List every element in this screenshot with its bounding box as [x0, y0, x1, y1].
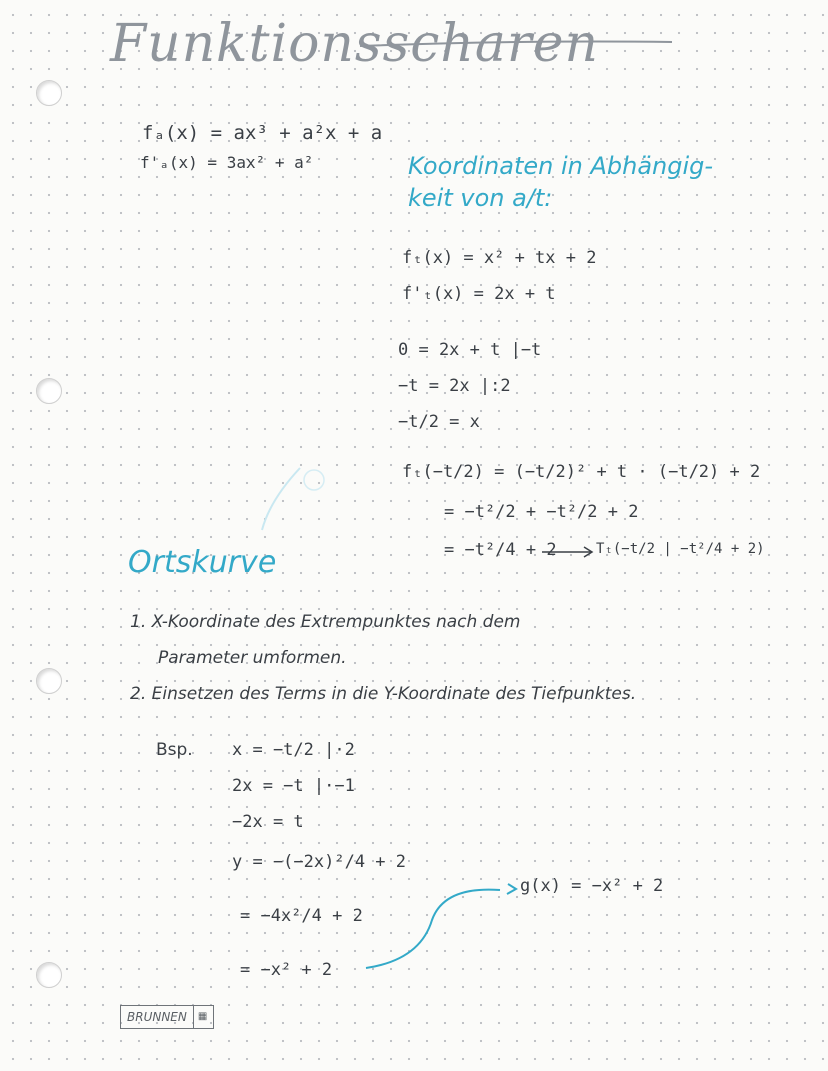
- example-line-1: x = −t/2 |·2: [232, 740, 355, 760]
- faint-sketch-line: [262, 468, 300, 530]
- ortskurve-arrow-head: [507, 884, 516, 894]
- coord-line-8: = −t²/4 + 2: [444, 540, 557, 560]
- title-underline-stroke: [360, 42, 672, 47]
- coord-line-3: 0 = 2x + t |−t: [398, 340, 542, 360]
- step-2: 2. Einsetzen des Terms in die Y-Koordinate des Tiefpunktes.: [130, 684, 637, 704]
- ortskurve-arrow-line: [366, 890, 500, 968]
- ortskurve-result: g(x) = −x² + 2: [520, 876, 664, 896]
- faint-sketch-circle: [304, 470, 324, 490]
- example-line-4: y = −(−2x)²/4 + 2: [232, 852, 406, 872]
- coord-line-5: −t/2 = x: [398, 412, 480, 432]
- coordinates-heading-line1: Koordinaten in Abhängig-: [408, 152, 714, 180]
- step-1-line-2: Parameter umformen.: [158, 648, 347, 668]
- coord-line-7: = −t²/2 + −t²/2 + 2: [444, 502, 639, 522]
- function-derivative: f'ₐ(x) = 3ax² + a²: [140, 153, 314, 172]
- brand-logo: [120, 1005, 214, 1029]
- ortskurve-heading: Ortskurve: [128, 545, 277, 580]
- coordinates-heading-line2: keit von a/t:: [408, 184, 553, 212]
- coord-line-2: f'ₜ(x) = 2x + t: [402, 284, 556, 304]
- coord-line-6: fₜ(−t/2) = (−t/2)² + t · (−t/2) + 2: [402, 462, 761, 482]
- brand-mark: ▦: [193, 1006, 207, 1028]
- tiefpunkt-result: Tₜ(−t/2 | −t²/4 + 2): [596, 541, 765, 557]
- coord-line-1: fₜ(x) = x² + tx + 2: [402, 248, 597, 268]
- brand-name: BRUNNEN: [127, 1010, 187, 1024]
- example-line-3: −2x = t: [232, 812, 304, 832]
- step-1-line-1: 1. X-Koordinate des Extrempunktes nach dem: [130, 612, 521, 632]
- page-title: Funktionsscharen: [110, 14, 600, 74]
- function-definition: fₐ(x) = ax³ + a²x + a: [142, 122, 383, 144]
- example-line-5: = −4x²/4 + 2: [240, 906, 363, 926]
- example-line-2: 2x = −t |·−1: [232, 776, 355, 796]
- example-line-6: = −x² + 2: [240, 960, 333, 980]
- example-label: Bsp.: [156, 740, 193, 760]
- coord-line-4: −t = 2x |:2: [398, 376, 511, 396]
